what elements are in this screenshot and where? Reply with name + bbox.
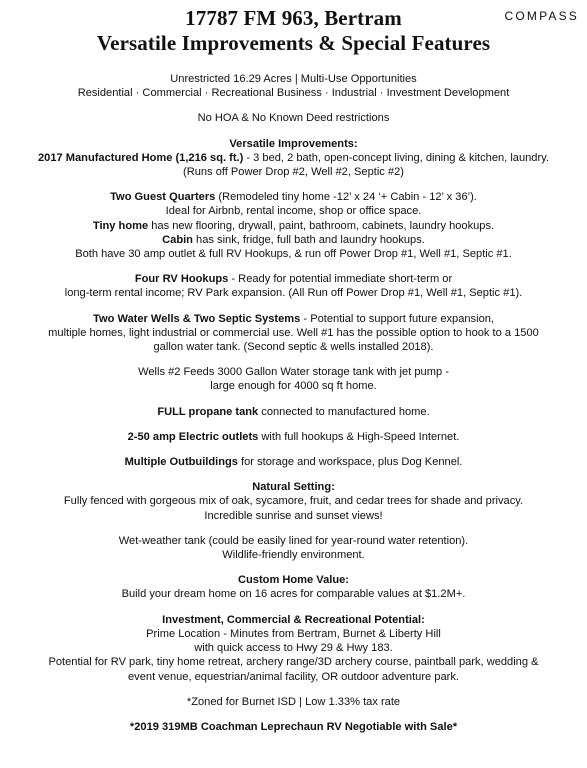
investment-line4: event venue, equestrian/animal facility, OR outdoor adventure park.	[128, 670, 459, 683]
rv-desc: - Ready for potential immediate short-term or	[228, 273, 453, 286]
home-power: (Runs off Power Drop #2, Well #2, Septic #2)	[183, 166, 404, 179]
rv-bold: Four RV Hookups	[134, 273, 229, 286]
home-bold: 2017 Manufactured Home (1,216 sq. ft.)	[38, 151, 244, 164]
outbuildings-section	[0, 455, 587, 469]
investment-section	[0, 613, 587, 684]
guest-bold: Two Guest Quarters	[110, 191, 216, 204]
guest-desc: (Remodeled tiny home -12’ x 24 ‘+ Cabin - 12’ x 36’).	[215, 191, 477, 204]
wells-bold: Two Water Wells & Two Septic Systems	[93, 312, 301, 325]
flyer-content	[0, 72, 587, 745]
guest-both: Both have 30 amp outlet & full RV Hookups, & run off Power Drop #1, Well #1, Septic #1.	[75, 248, 512, 261]
intro-section	[0, 72, 587, 100]
natural-section	[0, 480, 587, 523]
versatile-heading: Versatile Improvements:	[229, 137, 358, 150]
investment-heading: Investment, Commercial & Recreational Potential:	[162, 613, 425, 626]
tiny-bold: Tiny home	[92, 219, 149, 232]
hoa-text: No HOA & No Known Deed restrictions	[197, 112, 390, 125]
guest-section	[0, 190, 587, 261]
home-desc: - 3 bed, 2 bath, open-concept living, dining & kitchen, laundry.	[243, 151, 549, 164]
wet-section	[0, 534, 587, 562]
wet-line1: Wet-weather tank (could be easily lined for year-round water retention).	[118, 534, 469, 547]
wells-section	[0, 312, 587, 355]
title-subtitle: Versatile Improvements & Special Features	[96, 31, 491, 55]
custom-heading: Custom Home Value:	[238, 574, 349, 587]
tiny-desc: has new flooring, drywall, paint, bathroom, cabinets, laundry hookups.	[148, 219, 495, 232]
investment-line1: Prime Location - Minutes from Bertram, Burnet & Liberty Hill	[146, 627, 441, 640]
propane-section	[0, 405, 587, 419]
title-address: 17787 FM 963, Bertram	[185, 6, 402, 30]
cabin-desc: has sink, fridge, full bath and laundry hookups.	[192, 233, 425, 246]
tank-section	[0, 365, 587, 393]
outbuildings-bold: Multiple Outbuildings	[124, 456, 238, 469]
rv-sale-note	[0, 720, 587, 734]
wet-line2: Wildlife-friendly environment.	[222, 549, 365, 562]
electric-desc: with full hookups & High-Speed Internet.	[258, 430, 460, 443]
rv-sale-text: *2019 319MB Coachman Leprechaun RV Negotiable with Sale*	[129, 720, 458, 733]
custom-line1: Build your dream home on 16 acres for comparable values at $1.2M+.	[121, 588, 466, 601]
investment-line3: Potential for RV park, tiny home retreat, archery range/3D archery course, paintball park, wedding &	[48, 656, 539, 669]
hoa-note	[0, 111, 587, 125]
intro-uses: Residential · Commercial · Recreational Business · Industrial · Investment Development	[77, 87, 510, 100]
zoned-text: *Zoned for Burnet ISD | Low 1.33% tax rate	[186, 695, 401, 708]
outbuildings-desc: for storage and workspace, plus Dog Kennel.	[237, 456, 463, 469]
zoned-note	[0, 695, 587, 709]
tank-line2: large enough for 4000 sq ft home.	[210, 380, 377, 393]
cabin-bold: Cabin	[162, 233, 193, 246]
rv-section	[0, 272, 587, 300]
natural-line1: Fully fenced with gorgeous mix of oak, sycamore, fruit, and cedar trees for shade and privacy.	[63, 495, 524, 508]
rv-line2: long-term rental income; RV Park expansion. (All Run off Power Drop #1, Well #1, Septic #1).	[64, 287, 523, 300]
natural-line2: Incredible sunrise and sunset views!	[204, 509, 383, 522]
natural-heading: Natural Setting:	[252, 481, 335, 494]
investment-line2: with quick access to Hwy 29 & Hwy 183.	[194, 642, 393, 655]
guest-ideal: Ideal for Airbnb, rental income, shop or office space.	[165, 205, 422, 218]
electric-section	[0, 430, 587, 444]
custom-section	[0, 573, 587, 601]
wells-line3: gallon water tank. (Second septic & wells installed 2018).	[153, 341, 434, 354]
propane-desc: connected to manufactured home.	[258, 405, 430, 418]
propane-bold: FULL propane tank	[157, 405, 259, 418]
page-title	[0, 6, 587, 56]
compass-logo: COMPASS	[504, 9, 579, 23]
tank-line1: Wells #2 Feeds 3000 Gallon Water storage tank with jet pump -	[138, 366, 449, 379]
intro-acres: Unrestricted 16.29 Acres | Multi-Use Opportunities	[170, 73, 417, 85]
electric-bold: 2-50 amp Electric outlets	[127, 430, 259, 443]
wells-desc: - Potential to support future expansion,	[300, 312, 494, 325]
versatile-section	[0, 137, 587, 180]
wells-line2: multiple homes, light industrial or commercial use. Well #1 has the possible option to hook to a 1500	[48, 326, 539, 339]
